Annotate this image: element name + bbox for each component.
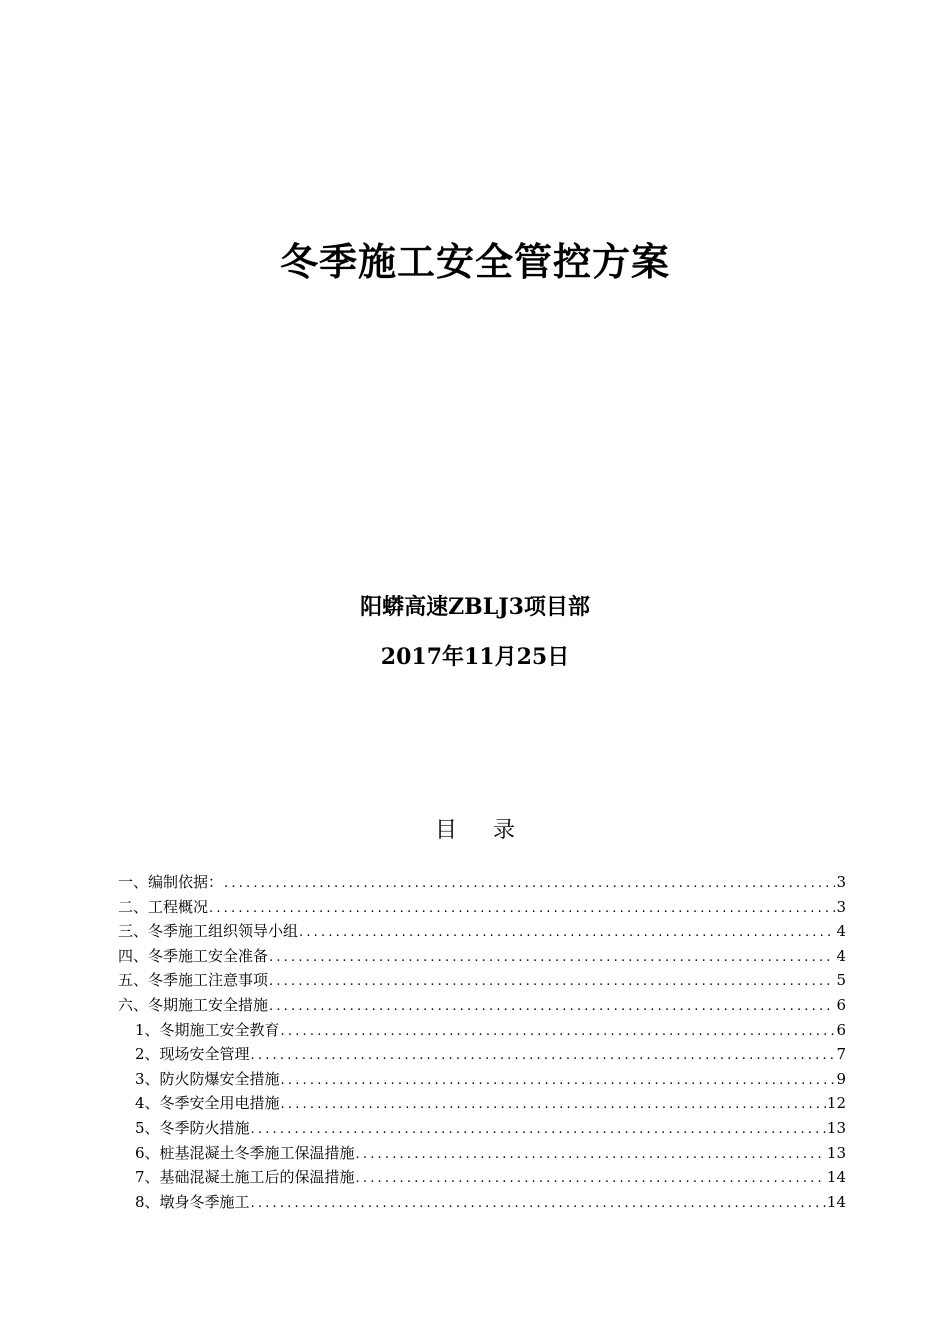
toc-entry-page-number: 12 xyxy=(826,1094,846,1113)
organization-name: 阳蟒高速ZBLJ3项目部 xyxy=(360,594,590,620)
toc-entry-page-number: 5 xyxy=(836,971,846,990)
toc-entry-page-number: 6 xyxy=(836,995,846,1014)
toc-leader-dots xyxy=(251,1118,826,1143)
toc-entry[interactable] xyxy=(118,1141,846,1166)
toc-leader-dots xyxy=(281,1020,836,1045)
toc-entry[interactable] xyxy=(118,1116,846,1141)
toc-entry-page-number: 4 xyxy=(836,946,846,965)
toc-entry[interactable] xyxy=(118,1018,846,1043)
document-date: 2017年11月25日 xyxy=(380,644,570,670)
toc-heading-right: 录 xyxy=(493,818,516,843)
toc-entry-page-number: 14 xyxy=(826,1192,846,1211)
toc-entry[interactable] xyxy=(118,895,846,920)
toc-heading xyxy=(0,814,950,848)
toc-entry-label: 一、编制依据： xyxy=(118,873,224,891)
toc-entry-label: 六、冬期施工安全措施 xyxy=(118,995,269,1014)
toc-entry-label: 8、墩身冬季施工 xyxy=(135,1192,250,1211)
toc-entry[interactable] xyxy=(118,919,846,944)
toc-entry-page-number: 14 xyxy=(826,1168,846,1187)
toc-leader-dots xyxy=(299,921,835,946)
toc-entry-label: 4、冬季安全用电措施 xyxy=(135,1094,280,1113)
toc-entry-label: 四、冬季施工安全准备 xyxy=(118,946,269,965)
toc-entry[interactable] xyxy=(118,968,846,993)
toc-leader-dots xyxy=(281,1093,826,1118)
toc-leader-dots xyxy=(269,946,835,971)
toc-entry[interactable] xyxy=(118,1042,846,1067)
toc-entry[interactable] xyxy=(118,993,846,1018)
toc-entry-label: 3、防火防爆安全措施 xyxy=(135,1069,280,1088)
toc-entry-label: 二、工程概况 xyxy=(118,897,209,916)
table-of-contents xyxy=(118,870,846,1214)
toc-entry[interactable] xyxy=(118,1165,846,1190)
toc-entry-label: 7、基础混凝土施工后的保温措施 xyxy=(135,1168,355,1187)
toc-entry-label: 2、现场安全管理 xyxy=(135,1045,250,1064)
toc-entry-page-number: 4 xyxy=(836,922,846,941)
toc-entry-page-number: 7 xyxy=(836,1045,846,1064)
toc-leader-dots xyxy=(269,970,835,995)
toc-leader-dots xyxy=(251,1192,826,1217)
toc-entry-page-number: 9 xyxy=(836,1069,846,1088)
toc-entry-label: 1、冬期施工安全教育 xyxy=(135,1020,280,1039)
toc-entry-page-number: 3 xyxy=(836,897,846,916)
toc-leader-dots xyxy=(356,1167,826,1192)
toc-entry-label: 5、冬季防火措施 xyxy=(135,1118,250,1137)
toc-entry-label: 五、冬季施工注意事项 xyxy=(118,971,269,990)
toc-entry-page-number: 6 xyxy=(836,1020,846,1039)
toc-entry[interactable] xyxy=(118,1067,846,1092)
toc-entry-label: 三、冬季施工组织领导小组 xyxy=(118,922,299,941)
toc-leader-dots xyxy=(224,872,835,897)
toc-entry[interactable] xyxy=(118,1190,846,1215)
toc-leader-dots xyxy=(209,897,835,922)
toc-leader-dots xyxy=(251,1044,836,1069)
toc-entry-page-number: 13 xyxy=(826,1143,846,1162)
toc-entry-page-number: 13 xyxy=(826,1118,846,1137)
document-title: 冬季施工安全管控方案 xyxy=(279,239,670,284)
toc-entry[interactable] xyxy=(118,1091,846,1116)
toc-heading-left: 目 xyxy=(434,818,457,843)
toc-leader-dots xyxy=(356,1143,826,1168)
toc-entry-page-number: 3 xyxy=(836,873,846,891)
toc-entry[interactable] xyxy=(118,944,846,969)
toc-entry-label: 6、桩基混凝土冬季施工保温措施 xyxy=(135,1143,355,1162)
toc-leader-dots xyxy=(281,1069,836,1094)
toc-entry[interactable] xyxy=(118,870,846,895)
toc-leader-dots xyxy=(269,995,835,1020)
